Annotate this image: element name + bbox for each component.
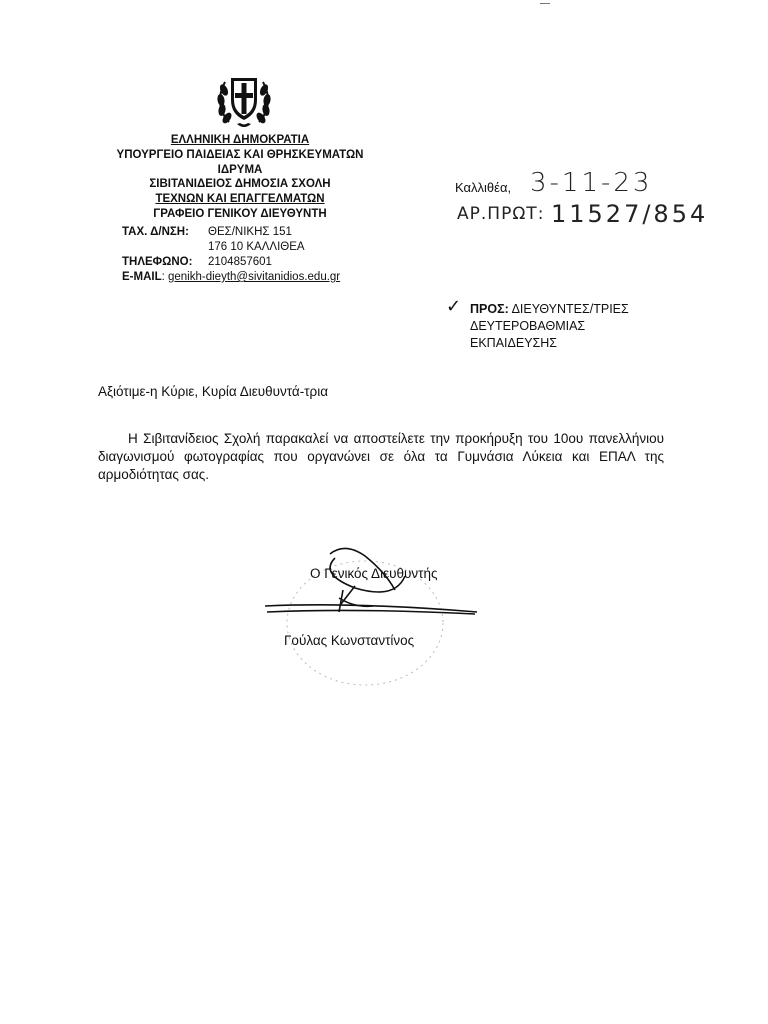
place-label: Καλλιθέα, [455, 180, 512, 195]
org-line-office: ΓΡΑΦΕΙΟ ΓΕΝΙΚΟΥ ΔΙΕΥΘΥΝΤΗ [153, 207, 327, 220]
scan-mark [540, 3, 550, 4]
org-line-foundation: ΙΔΡΥΜΑ [217, 163, 263, 176]
address-row [122, 225, 340, 240]
email-label: E-MAIL [122, 271, 162, 283]
org-line-arts: ΤΕΧΝΩΝ ΚΑΙ ΕΠΑΓΓΕΛΜΑΤΩΝ [155, 193, 325, 206]
signature-scribble-icon [255, 528, 495, 698]
recipient-line3: ΕΚΠΑΙΔΕΥΣΗΣ [470, 336, 558, 350]
org-line-school: ΣΙΒΙΤΑΝΙΔΕΙΟΣ ΔΗΜΟΣΙΑ ΣΧΟΛΗ [149, 178, 331, 191]
phone-label: ΤΗΛΕΦΩΝΟ: [122, 256, 193, 268]
greeting: Αξιότιμε-η Κύριε, Κυρία Διευθυντά-τρια [98, 384, 329, 399]
address-line2: 176 10 ΚΑΛΛΙΘΕΑ [208, 241, 305, 253]
contact-details [122, 225, 340, 285]
phone-value: 2104857601 [208, 256, 272, 268]
date-value: 3-11-23 [530, 168, 653, 198]
org-line-republic: ΕΛΛΗΝΙΚΗ ΔΗΜΟΚΡΑΤΙΑ [170, 134, 310, 146]
org-line-ministry: ΥΠΟΥΡΓΕΙΟ ΠΑΙΔΕΙΑΣ ΚΑΙ ΘΡΗΣΚΕΥΜΑΤΩΝ [116, 148, 364, 161]
date-protocol-block [455, 168, 745, 248]
organization-header [95, 133, 385, 222]
recipient-line2: ΔΕΥΤΕΡΟΒΑΘΜΙΑΣ [470, 319, 586, 333]
signature-title: Ο Γενικός Διευθυντής [310, 566, 438, 581]
address-row-2 [122, 240, 340, 255]
address-label: ΤΑΧ. Δ/ΝΣΗ: [122, 226, 189, 238]
signature-name: Γούλας Κωνσταντίνος [284, 633, 415, 648]
recipient-label: ΠΡΟΣ: [470, 302, 509, 316]
address-line1: ΘΕΣ/ΝΙΚΗΣ 151 [208, 226, 292, 238]
protocol-label: ΑΡ.ΠΡΩΤ: [457, 204, 545, 224]
recipient-line1: ΔΙΕΥΘΥΝΤΕΣ/ΤΡΙΕΣ [511, 302, 629, 316]
email-row: E-MAIL: genikh-dieyth@sivitanidios.edu.gr [122, 271, 341, 283]
phone-row [122, 255, 340, 270]
check-mark-icon: ✓ [446, 296, 462, 316]
protocol-value: 11527/854 [551, 200, 709, 228]
email-link[interactable]: genikh-dieyth@sivitanidios.edu.gr [168, 271, 341, 283]
letter-body: Η Σιβιτανίδειος Σχολή παρακαλεί να αποστείλετε την προκήρυξη του 10ου πανελλήνιου διαγωνισμού φωτογραφίας που οργανώνει σε όλα τα Γυμνάσια Λύκεια και ΕΠΑΛ της αρμοδιότητας σας. [98, 431, 664, 482]
recipient-block [470, 301, 629, 352]
coat-of-arms-icon [215, 68, 273, 130]
